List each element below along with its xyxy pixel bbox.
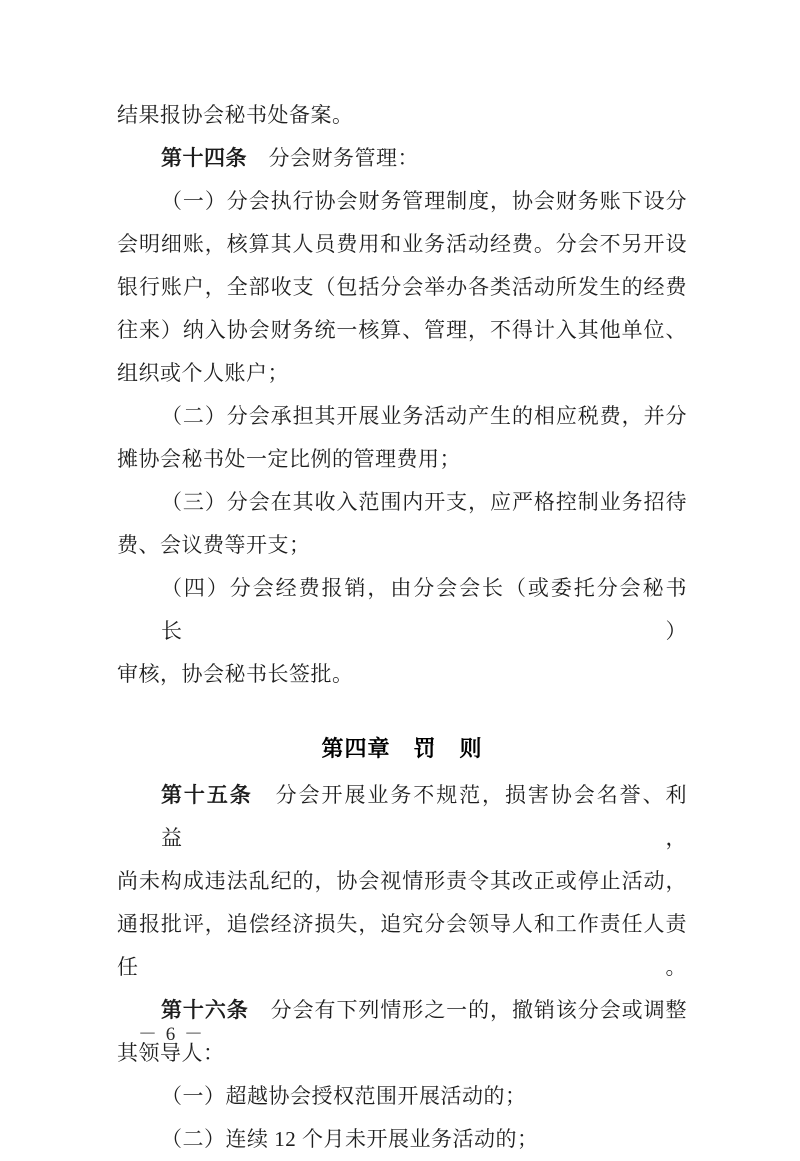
text-line: 通报批评，追偿经济损失，追究分会领导人和工作责任人责任。 — [117, 912, 687, 979]
chapter-heading: 第四章 罚 则 — [321, 736, 483, 761]
article-number: 第十五条 — [161, 783, 253, 807]
text-line: （四）分会经费报销，由分会会长（或委托分会秘书长） — [161, 576, 687, 643]
text-line: 其领导人： — [117, 1041, 225, 1065]
text-line: 组织或个人账户； — [117, 361, 289, 385]
text-line: 银行账户，全部收支（包括分会举办各类活动所发生的经费 — [117, 275, 687, 299]
page-number: － 6 － — [138, 1024, 206, 1045]
text-line: （二）连续 12 个月未开展业务活动的； — [161, 1127, 539, 1151]
article-number: 第十四条 — [161, 146, 247, 170]
text-line: （一）分会执行协会财务管理制度，协会财务账下设分 — [161, 189, 687, 213]
text-line: 会明细账，核算其人员费用和业务活动经费。分会不另开设 — [117, 232, 687, 256]
text-line: 费、会议费等开支； — [117, 533, 311, 557]
article-number: 第十六条 — [161, 998, 249, 1022]
text-line: （一）超越协会授权范围开展活动的； — [161, 1084, 527, 1108]
text-line: （三）分会在其收入范围内开支，应严格控制业务招待 — [161, 490, 687, 514]
text-line-article-15 — [117, 774, 687, 860]
text-line: 尚未构成违法乱纪的，协会视情形责令其改正或停止活动， — [117, 869, 687, 893]
line-text: 分会财务管理： — [247, 146, 419, 170]
document-body — [117, 94, 687, 1161]
text-line: 审核，协会秘书长签批。 — [117, 662, 354, 686]
text-line: 往来）纳入协会财务统一核算、管理，不得计入其他单位、 — [117, 318, 687, 342]
text-line: 结果报协会秘书处备案。 — [117, 103, 354, 127]
line-text: 分会开展业务不规范，损害协会名誉、利益， — [161, 783, 688, 850]
text-line: （二）分会承担其开展业务活动产生的相应税费，并分 — [161, 404, 687, 428]
line-text: 分会有下列情形之一的，撤销该分会或调整 — [248, 998, 688, 1022]
text-line-article-14 — [117, 137, 687, 180]
text-line: 摊协会秘书处一定比例的管理费用； — [117, 447, 461, 471]
